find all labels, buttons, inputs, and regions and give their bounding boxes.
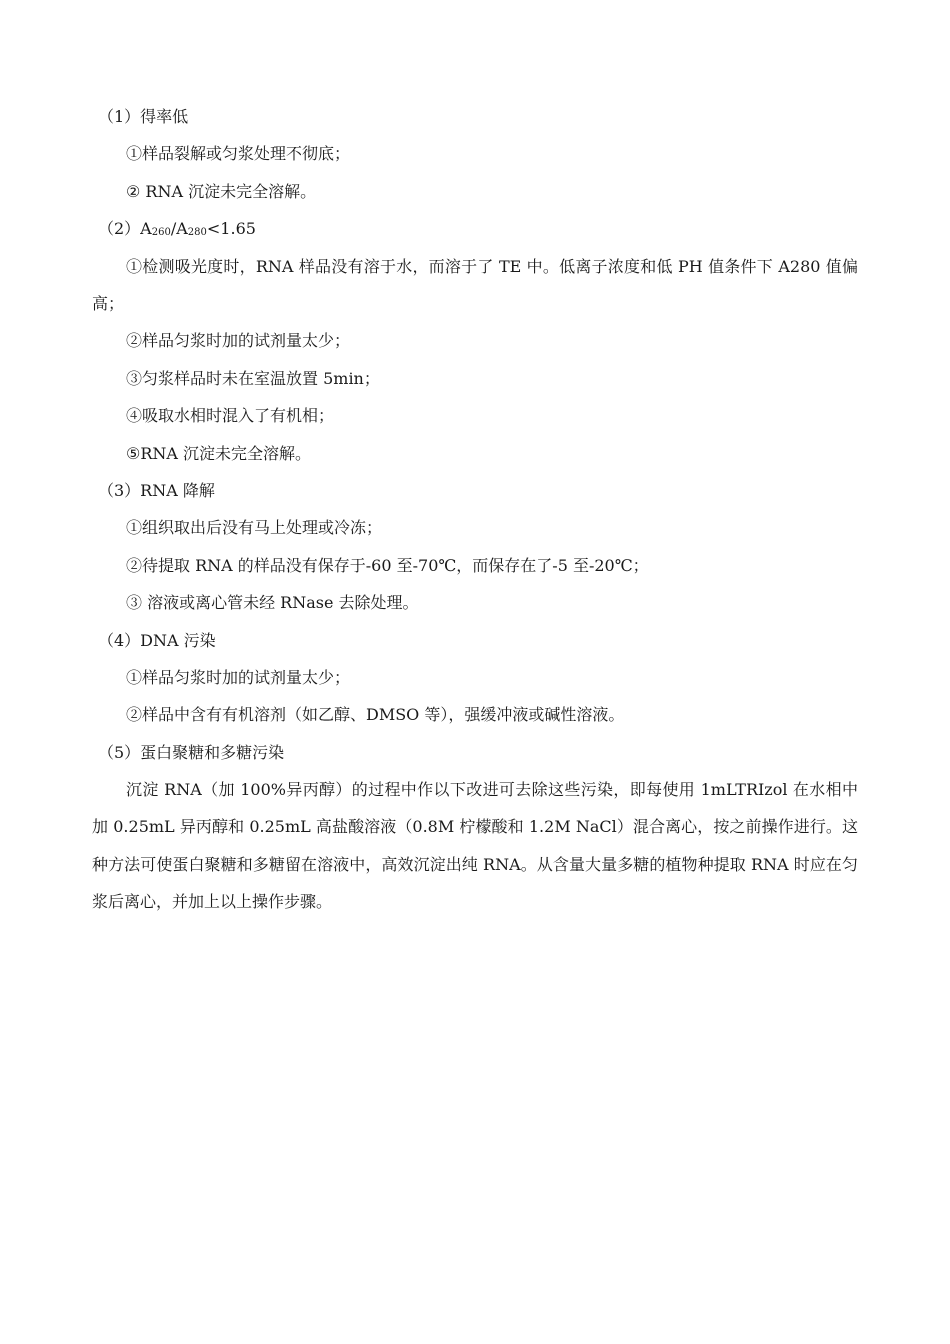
section-heading-rna-degradation: （3）RNA 降解: [98, 480, 215, 500]
list-item: ②样品中含有有机溶剂（如乙醇、DMSO 等），强缓冲液或碱性溶液。: [126, 705, 625, 725]
section-heading-yield: （1）得率低: [98, 107, 189, 126]
section-heading-polysaccharide: （5）蛋白聚糖和多糖污染: [98, 742, 285, 762]
list-item-paragraph: ①检测吸光度时，RNA 样品没有溶于水，而溶于了 TE 中。低离子浓度和低 PH 值条件下 A280 值偏高；: [92, 256, 858, 313]
heading-text: （2）A: [98, 219, 152, 239]
body-paragraph: 沉淀 RNA（加 100%异丙醇）的过程中作以下改进可去除这些污染，即每使用 1mLTRIzol 在水相中加 0.25mL 异丙醇和 0.25mL 高盐酸溶液（0.8M 柠檬酸和 1.2M NaCl）混合离心，按之前操作进行。这种方法可使蛋白聚糖和多糖留在溶液中，高效沉淀出纯 RNA。从含量大量多糖的植物种提取 RNA 时应在匀浆后离心，并加上以上操作步骤。: [92, 780, 858, 912]
list-item: ①样品裂解或匀浆处理不彻底；: [126, 144, 351, 164]
heading-text: /A: [170, 219, 188, 239]
list-item: ③ 溶液或离心管未经 RNase 去除处理。: [126, 593, 419, 613]
list-item: ①样品匀浆时加的试剂量太少；: [126, 667, 351, 687]
list-item: ⑤RNA 沉淀未完全溶解。: [126, 443, 312, 463]
subscript-260: 260: [151, 227, 171, 239]
section-heading-dna-contamination: （4）DNA 污染: [98, 630, 216, 650]
list-item: ③匀浆样品时未在室温放置 5min；: [126, 368, 380, 388]
list-item: ② RNA 沉淀未完全溶解。: [126, 181, 317, 201]
list-item: ②待提取 RNA 的样品没有保存于-60 至-70℃，而保存在了-5 至-20℃；: [126, 555, 649, 575]
list-item: ②样品匀浆时加的试剂量太少；: [126, 331, 351, 351]
list-item: ④吸取水相时混入了有机相；: [126, 406, 335, 426]
section-heading-absorbance: [92, 210, 858, 247]
subscript-280: 280: [187, 227, 207, 239]
heading-text: <1.65: [206, 219, 256, 239]
list-item: ①组织取出后没有马上处理或冷冻；: [126, 518, 383, 538]
